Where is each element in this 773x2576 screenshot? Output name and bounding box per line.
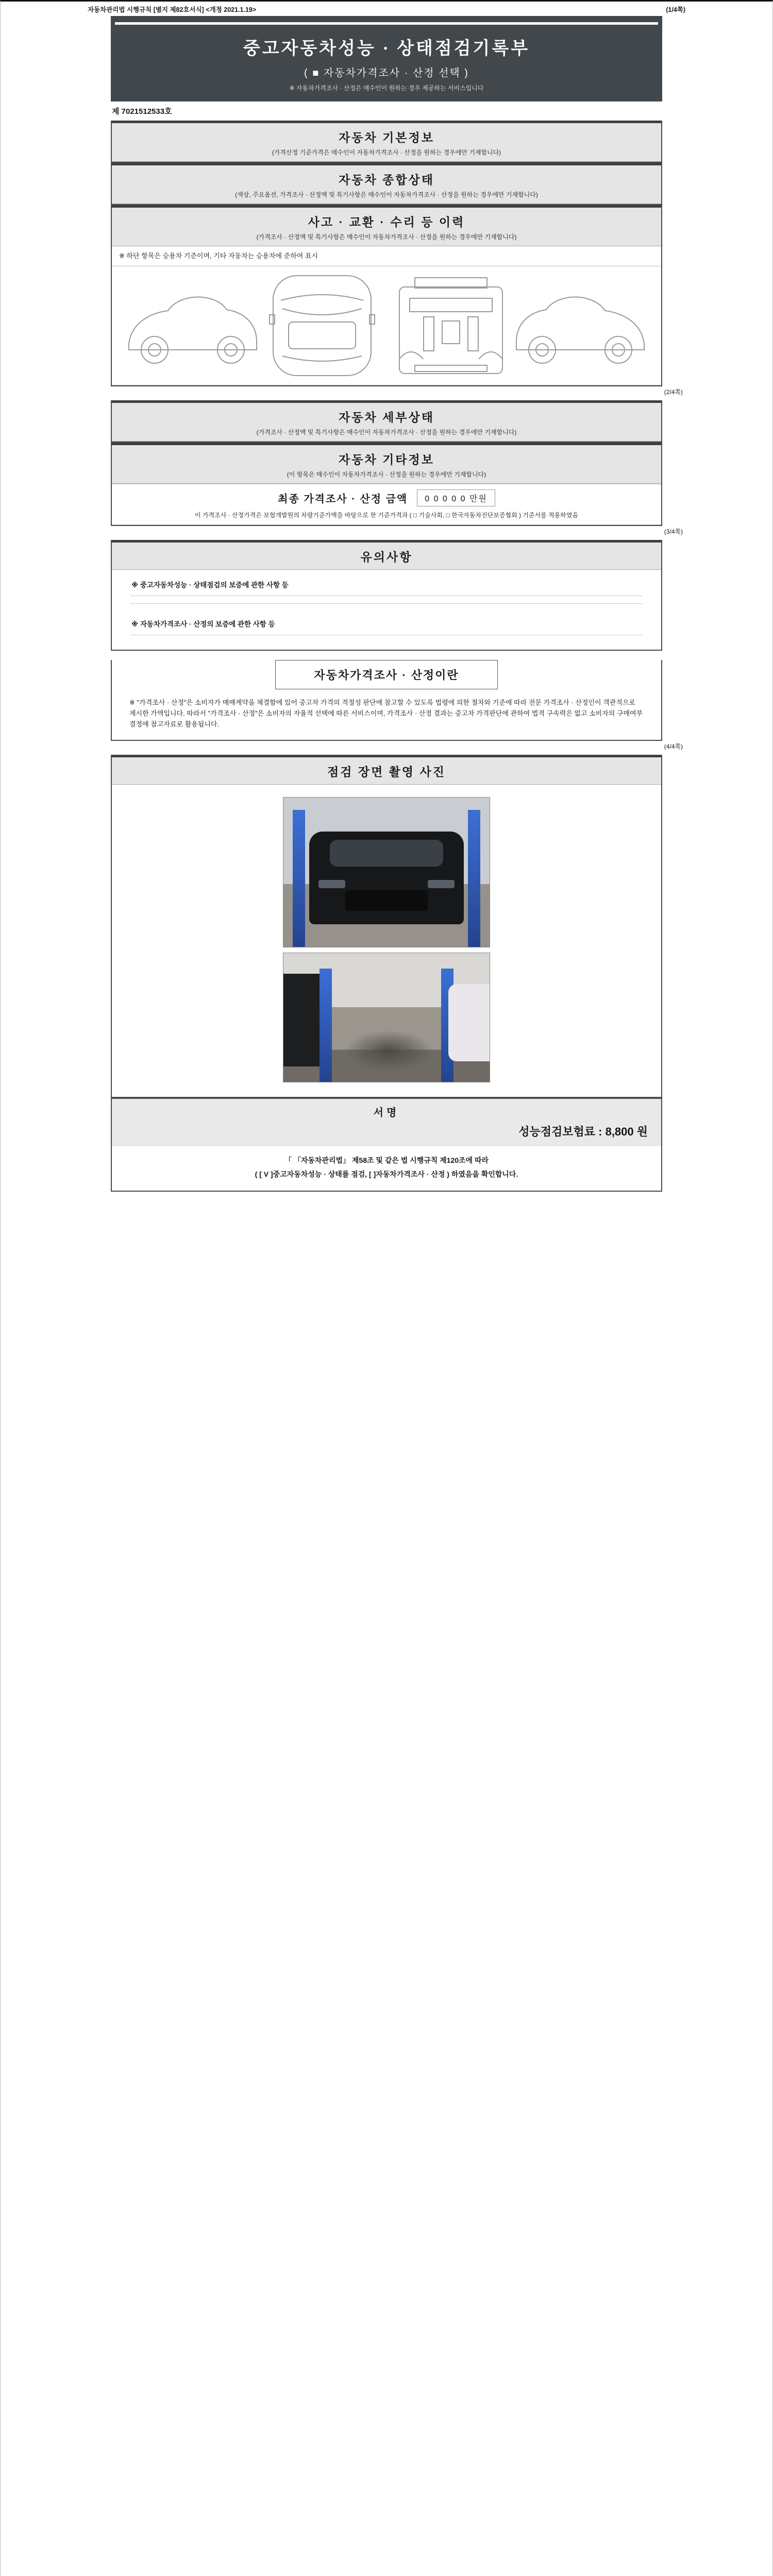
signature-title: 서명 xyxy=(373,1107,400,1119)
damage-code-legend xyxy=(112,246,661,266)
section-subtitle: (가격산정 기준가격은 매수인이 자동차가격조사 · 산정을 원하는 경우에만 기재합니다) xyxy=(272,149,501,156)
definition-title-box: 자동차가격조사 · 산정이란 xyxy=(275,660,498,689)
section-basic-info xyxy=(111,121,662,163)
adjacent-dark-vehicle xyxy=(283,974,320,1066)
confirmation-statement xyxy=(112,1146,661,1190)
section-detail-header xyxy=(112,400,661,442)
page-meta xyxy=(88,5,685,14)
lift-post-right xyxy=(468,810,480,947)
grille xyxy=(345,890,428,911)
page-marker-3: (3/4쪽) xyxy=(664,528,683,536)
section-subtitle: (가격조사 · 산정액 및 특기사항은 매수인이 자동차가격조사 · 산정을 원하는 경우에만 기재합니다) xyxy=(256,429,517,436)
title-stripe xyxy=(115,22,658,25)
section-title: 점검 장면 촬영 사진 xyxy=(327,765,446,779)
floor-stain xyxy=(345,1030,433,1072)
lift-post-left xyxy=(293,810,305,947)
section-detail-state xyxy=(111,400,662,443)
inspection-photo-bay xyxy=(283,953,490,1082)
section-photos xyxy=(111,755,662,1098)
section-overall-header xyxy=(112,163,661,204)
regulation-reference: 자동차관리법 시행규칙 [별지 제82호서식] <개정 2021.1.19> xyxy=(88,6,257,13)
confirmation-line-2: ( [ V ]중고자동차성능 · 상태를 점검, [ ]자동차가격조사 · 산정 ) 하였음을 확인합니다. xyxy=(255,1170,518,1179)
inspection-fee: 성능점검보험료 : 8,800 원 xyxy=(518,1125,648,1139)
final-price-label: 최종 가격조사 · 산정 금액 xyxy=(278,494,408,505)
car-outline-views xyxy=(119,272,654,380)
section-accident-history xyxy=(111,205,662,386)
section-subtitle: (이 항목은 매수인이 자동차가격조사 · 산정을 원하는 경우에만 기재합니다) xyxy=(287,471,486,479)
section-sign xyxy=(111,1098,662,1191)
section-notice xyxy=(111,540,662,651)
adjacent-white-vehicle xyxy=(448,984,490,1061)
final-price-row xyxy=(112,484,661,509)
section-definition xyxy=(111,660,662,741)
lift-post-left xyxy=(320,969,332,1082)
section-accident-header xyxy=(112,205,661,246)
section-title: 자동차 기타정보 xyxy=(339,453,434,467)
section-notice-header xyxy=(112,540,661,570)
section-etc-header xyxy=(112,443,661,484)
document-subtitle: ( ■ 자동차가격조사 · 산정 선택 ) xyxy=(304,67,469,79)
section-title: 자동차 기본정보 xyxy=(339,131,434,144)
diagram-note: ※ 하단 항목은 승용차 기준이며, 기타 자동차는 승용차에 준하여 표시 xyxy=(119,252,318,260)
section-subtitle: (가격조사 · 산정액 및 특기사항은 매수인이 자동차가격조사 · 산정을 원하는 경우에만 기재합니다) xyxy=(256,233,517,241)
signature-bar xyxy=(112,1098,661,1146)
page-marker-1: (1/4쪽) xyxy=(666,6,685,13)
notice-heading-b: ※ 자동차가격조사 · 산정의 보증에 관한 사항 등 xyxy=(130,611,643,635)
notice-heading-a: ※ 중고자동차성능 · 상태점검의 보증에 관한 사항 등 xyxy=(130,572,643,596)
headlight-left xyxy=(318,880,345,888)
vehicle-front-view xyxy=(309,832,464,924)
page-marker-4: (4/4쪽) xyxy=(664,743,683,751)
title-block xyxy=(111,16,662,101)
windshield xyxy=(330,840,443,867)
document-title: 중고자동차성능 · 상태점검기록부 xyxy=(243,39,530,58)
inspection-photo-front xyxy=(283,797,490,947)
price-basis-note: 이 가격조사 · 산정가격은 보험개발원의 차량기준가액을 바탕으로 한 기준가격과 ( □ 기술사회, □ 한국자동차진단보증협회 ) 기준서를 적용하였음 xyxy=(112,509,661,525)
definition-paragraph: ※ "가격조사 · 산정"은 소비자가 매매계약을 체결함에 있어 중고차 가격의 적절성 판단에 참고할 수 있도록 법령에 의한 절차와 기준에 따라 전문 가격조사 · 산정인이 객관적으로 제시한 가액입니다. 따라서 "가격조사 · 산정"은 소비자의 자율적 선택에 따른 서비스이며, 가격조사 · 산정 결과는 중고차 가격판단에 관하여 법적 구속력은 없고 소비자의 구매여부 결정에 참고자료로 활용됩니다. xyxy=(129,699,643,728)
section-basic-header xyxy=(112,121,661,162)
confirmation-line-1: 「 「자동차관리법」 제58조 및 같은 법 시행규칙 제120조에 따라 xyxy=(284,1156,489,1165)
final-price-value: 0 0 0 0 0 만원 xyxy=(417,489,495,506)
document-note: ※ 자동차가격조사 · 산정은 매수인이 원하는 경우 제공하는 서비스입니다 xyxy=(289,84,484,92)
section-overall-state xyxy=(111,163,662,205)
section-photos-header xyxy=(112,755,661,785)
page-marker-2: (2/4쪽) xyxy=(664,388,683,396)
section-subtitle: (색상, 주요옵션, 가격조사 · 산정액 및 특기사항은 매수인이 자동차가격조사 · 산정을 원하는 경우에만 기재합니다) xyxy=(235,191,538,198)
section-title: 자동차 세부상태 xyxy=(339,411,434,425)
headlight-right xyxy=(428,880,455,888)
photos-area xyxy=(112,785,661,1097)
divider xyxy=(130,603,643,604)
section-etc-info xyxy=(111,443,662,526)
section-title: 유의사항 xyxy=(360,550,413,564)
notice-body xyxy=(112,570,661,650)
car-damage-diagram xyxy=(112,266,661,385)
section-title: 자동차 종합상태 xyxy=(339,173,434,187)
section-title: 사고 · 교환 · 수리 등 이력 xyxy=(308,215,465,229)
document-number: 제 7021512533호 xyxy=(112,107,172,116)
